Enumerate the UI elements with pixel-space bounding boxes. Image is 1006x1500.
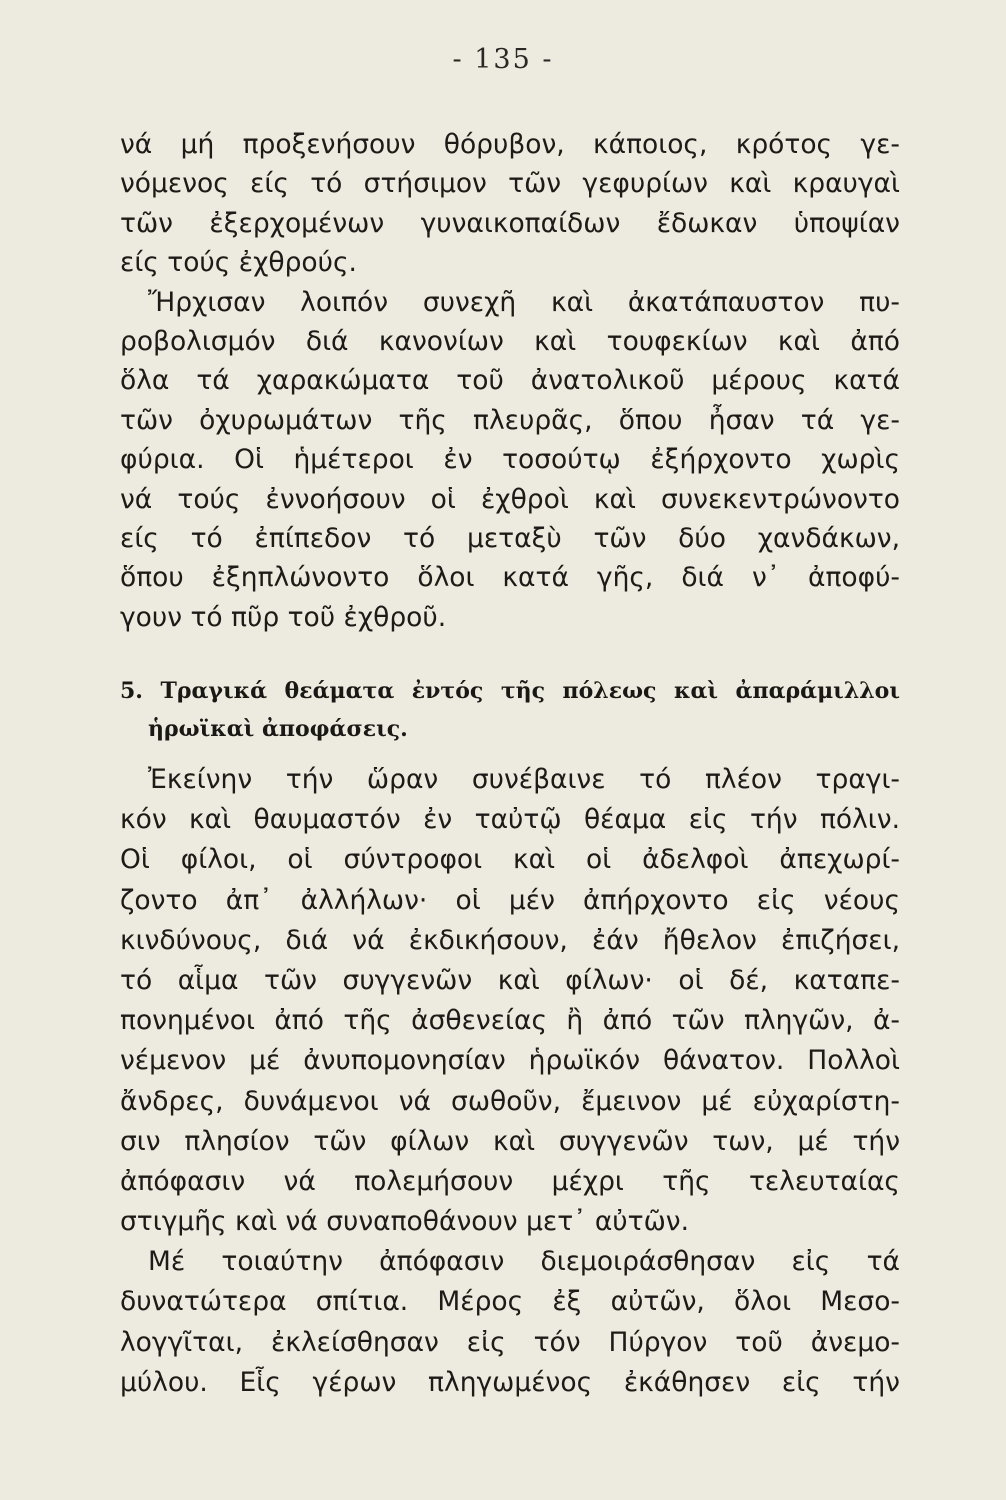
- text-line: πονημένοι ἀπό τῆς ἀσθενείας ἢ ἀπό τῶν πληγῶν, ἀ-: [120, 1005, 900, 1037]
- heading-line: ἡρωϊκαὶ ἀποφάσεις.: [148, 716, 408, 742]
- text-line: τῶν ὀχυρωμάτων τῆς πλευρᾶς, ὅπου ἦσαν τά γε-: [120, 404, 900, 436]
- text-line: ὅπου ἐξηπλώνοντο ὅλοι κατά γῆς, διά ν᾽ ἀποφύ-: [120, 562, 900, 594]
- text-line: νόμενος είς τό στήσιμον τῶν γεφυρίων καὶ κραυγαὶ: [120, 168, 900, 200]
- text-line: κινδύνους, διά νά ἐκδικήσουν, ἐάν ἤθελον ἐπιζήσει,: [120, 924, 900, 956]
- paragraph-2: [120, 760, 900, 1403]
- page-number: - 135 -: [452, 44, 554, 75]
- text-line: ὅλα τά χαρακώματα τοῦ ἀνατολικοῦ μέρους κατά: [120, 365, 900, 397]
- text-line: λογγῖται, ἐκλείσθησαν εἰς τόν Πύργον τοῦ ἀνεμο-: [120, 1326, 900, 1358]
- text-line: Ἤρχισαν λοιπόν συνεχῆ καὶ ἀκατάπαυστον πυ-: [148, 286, 900, 318]
- section-heading: [120, 672, 900, 748]
- text-line: Οἱ φίλοι, οἱ σύντροφοι καὶ οἱ ἀδελφοὶ ἀπεχωρί-: [120, 844, 900, 876]
- text-line: Μέ τοιαύτην ἀπόφασιν διεμοιράσθησαν εἰς τά: [148, 1246, 900, 1278]
- text-line: είς τό ἐπίπεδον τό μεταξὺ τῶν δύο χανδάκων,: [120, 522, 900, 554]
- text-line: τῶν ἐξερχομένων γυναικοπαίδων ἔδωκαν ὑποψίαν: [120, 207, 900, 239]
- text-line: φύρια. Οἱ ἡμέτεροι ἐν τοσούτῳ ἐξήρχοντο χωρὶς: [120, 444, 900, 476]
- text-line: δυνατώτερα σπίτια. Μέρος ἐξ αὐτῶν, ὅλοι Μεσο-: [120, 1286, 900, 1318]
- text-line: σιν πλησίον τῶν φίλων καὶ συγγενῶν των, μέ τήν: [120, 1125, 900, 1157]
- text-line: στιγμῆς καὶ νά συναποθάνουν μετ᾽ αὐτῶν.: [120, 1206, 690, 1238]
- text-line: Ἐκείνην τήν ὥραν συνέβαινε τό πλέον τραγι-: [148, 764, 900, 795]
- text-line: ἄνδρες, δυνάμενοι νά σωθοῦν, ἔμεινον μέ εὐχαρίστη-: [120, 1085, 900, 1117]
- text-line: τό αἷμα τῶν συγγενῶν καὶ φίλων· οἱ δέ, καταπε-: [120, 964, 900, 996]
- text-line: κόν καὶ θαυμαστόν ἐν ταὐτῷ θέαμα εἰς τήν πόλιν.: [120, 804, 900, 836]
- text-line: ζοντο ἀπ᾽ ἀλλήλων· οἱ μέν ἀπήρχοντο εἰς νέους: [120, 884, 900, 916]
- text-line: νέμενον μέ ἀνυπομονησίαν ἡρωϊκόν θάνατον. Πολλοὶ: [120, 1045, 900, 1077]
- text-line: μύλου. Εἷς γέρων πληγωμένος ἐκάθησεν εἰς τήν: [120, 1366, 900, 1398]
- text-line: νά μή προξενήσουν θόρυβον, κάποιος, κρότος γε-: [120, 129, 900, 160]
- text-line: ροβολισμόν διά κανονίων καὶ τουφεκίων καὶ ἀπό: [120, 325, 900, 357]
- text-line: νά τούς ἐννοήσουν οἱ ἐχθροὶ καὶ συνεκεντρώνοντο: [120, 483, 900, 515]
- text-line: ἀπόφασιν νά πολεμήσουν μέχρι τῆς τελευταίας: [120, 1165, 900, 1197]
- heading-line: 5. Τραγικά θεάματα ἐντός τῆς πόλεως καὶ ἀπαράμιλλοι: [120, 678, 900, 704]
- paragraph-1: [120, 125, 900, 637]
- text-line: γουν τό πῦρ τοῦ ἐχθροῦ.: [120, 601, 447, 633]
- text-line: είς τούς ἐχθρούς.: [120, 247, 357, 279]
